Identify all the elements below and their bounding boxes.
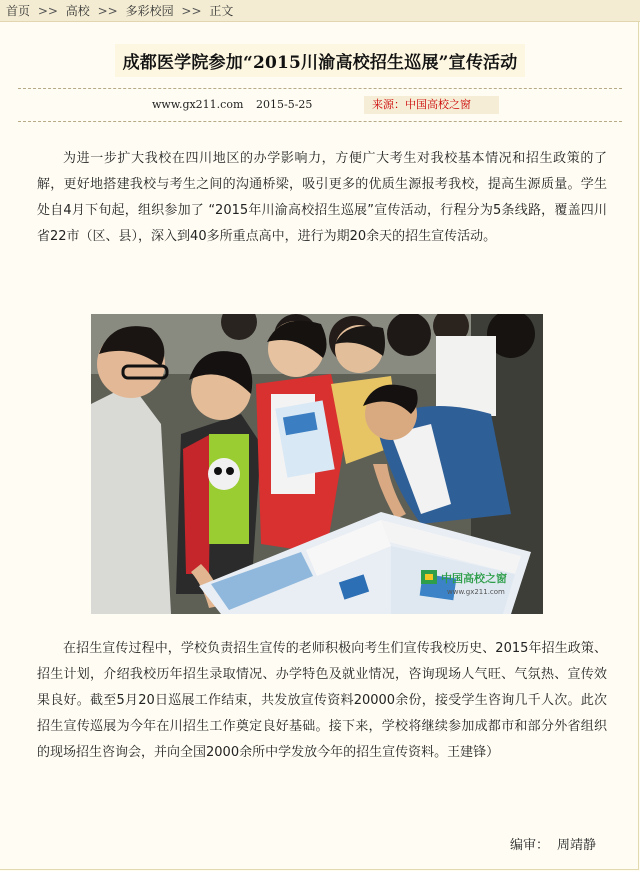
photo-watermark-text: 中国高校之窗 <box>441 572 507 585</box>
breadcrumb-universities-link[interactable]: 高校 <box>65 4 90 18</box>
divider-top <box>18 88 622 89</box>
article-title: 成都医学院参加“2015川渝高校招生巡展”宣传活动 <box>115 44 526 77</box>
article-date: 2015-5-25 <box>256 98 313 111</box>
breadcrumb-current: 正文 <box>209 4 234 18</box>
article-site: www.gx211.com <box>152 98 244 111</box>
breadcrumb <box>0 0 640 22</box>
source-label: 来源： <box>372 98 405 111</box>
article-editor <box>510 834 596 853</box>
article-photo <box>91 314 543 614</box>
breadcrumb-campus-life-link[interactable]: 多彩校园 <box>125 4 174 18</box>
breadcrumb-separator: >> <box>181 4 202 18</box>
breadcrumb-separator: >> <box>37 4 58 18</box>
breadcrumb-home-link[interactable]: 首页 <box>6 4 31 18</box>
source-name[interactable]: 中国高校之窗 <box>405 98 471 111</box>
photo-watermark-url: www.gx211.com <box>447 588 505 596</box>
editor-label: 编审： <box>509 838 549 853</box>
article-paragraph-2: 在招生宣传过程中，学校负责招生宣传的老师积极向考生们宣传我校历史、2015年招生政策、招生计划，介绍我校历年招生录取情况、办学特色及就业情况，咨询现场人气旺、气氛热、宣传效果良好。截至5月20日巡展工作结束，共发放宣传资料20000余份，接受学生咨询几千人次。此次招生宣传巡展为今年在川招生工作奠定良好基础。接下来，学校将继续参加成都市和部分外省组织的现场招生咨询会，并向全国2000余所中学发放今年的招生宣传资料。王建锋） <box>37 641 607 760</box>
article-source <box>364 96 499 114</box>
divider-bottom <box>18 121 622 122</box>
editor-name: 周靖静 <box>556 838 596 853</box>
article-paragraph-1: 为进一步扩大我校在四川地区的办学影响力，方便广大考生对我校基本情况和招生政策的了解，更好地搭建我校与考生之间的沟通桥梁，吸引更多的优质生源报考我校，提高生源质量。学生处自4月下旬起，组织参加了 “2015年川渝高校招生巡展”宣传活动，行程分为5条线路，覆盖四川省22市（区、县），深入到40多所重点高中，进行为期20余天的招生宣传活动。 <box>37 151 607 244</box>
breadcrumb-separator: >> <box>97 4 118 18</box>
article-meta <box>0 96 640 114</box>
